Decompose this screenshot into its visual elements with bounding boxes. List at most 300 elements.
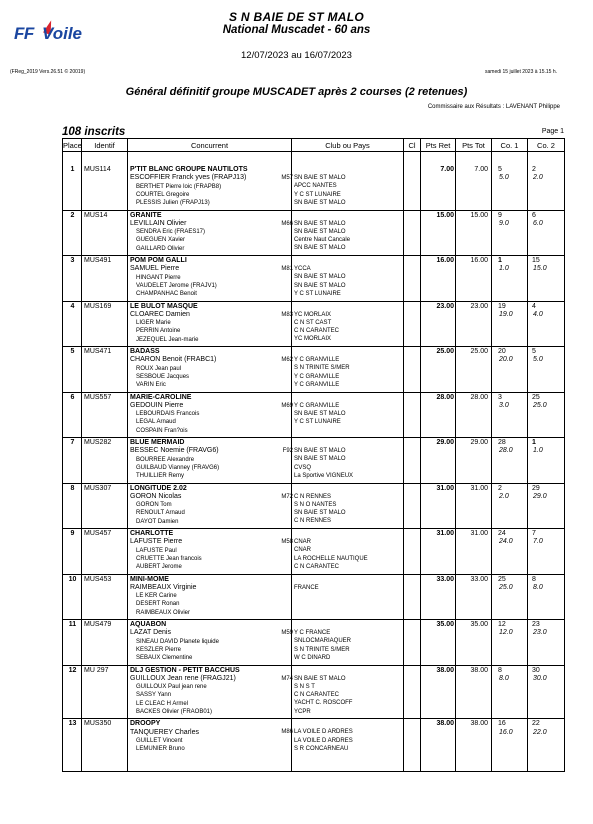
club-cell <box>294 439 402 480</box>
boat-name: POM POM GALLI <box>130 257 187 264</box>
course-1-points: 16.0 <box>499 728 513 736</box>
club-name: YCCA <box>294 266 311 272</box>
sail-number: MUS479 <box>84 621 112 628</box>
course-2-cell <box>532 439 560 456</box>
club-name: Centre Naut Cancale <box>294 237 351 244</box>
result-row <box>63 485 564 527</box>
result-row <box>63 257 564 299</box>
club-name: Y C GRANVILLE <box>294 373 340 380</box>
boat-name: DLJ GESTION - PETIT BACCHUS <box>130 666 240 674</box>
course-2-rank: 2 <box>532 166 536 173</box>
boat-name: LE BULOT MASQUE <box>130 302 198 310</box>
course-1-points: 12.0 <box>499 629 513 637</box>
crew-member: COURTEL Gregoire <box>136 191 190 198</box>
concurrent-cell <box>130 257 288 298</box>
course-1-points: 1.0 <box>499 265 509 273</box>
course-1-cell <box>498 720 526 737</box>
club-cell <box>294 576 402 592</box>
sail-number: MUS491 <box>84 257 112 264</box>
skipper-name: CLOAREC Damien <box>130 310 190 318</box>
course-1-rank: 12 <box>498 621 506 628</box>
club-cell <box>294 621 402 662</box>
crew-member: BOURREE Alexandre <box>136 456 195 463</box>
results-title: Général définitif groupe MUSCADET après 2 courses (2 retenues) <box>125 86 468 98</box>
pts-tot: 33.00 <box>470 575 488 583</box>
pts-ret: 28.00 <box>436 393 454 401</box>
boat-name: LONGITUDE 2.02 <box>130 484 187 492</box>
course-1-cell <box>498 576 526 593</box>
pts-tot: 23.00 <box>470 302 488 310</box>
crew-member: ROUX Jean paul <box>136 365 182 372</box>
club-name: SN BAIE ST MALO <box>294 410 346 417</box>
sail-number: MUS453 <box>84 575 112 583</box>
course-1-cell <box>498 166 526 183</box>
concurrent-cell <box>130 576 288 617</box>
concurrent-cell <box>130 530 288 571</box>
header-divider <box>63 151 564 152</box>
page-number: Page 1 <box>541 128 564 135</box>
course-2-cell <box>532 720 560 737</box>
club-name: S N O NANTES <box>294 501 337 508</box>
club-cell <box>294 667 402 716</box>
crew-member: LEGAL Arnaud <box>136 419 176 426</box>
skipper-name: LEVILLAIN Olivier <box>130 219 187 227</box>
course-2-rank: 25 <box>532 393 540 401</box>
boat-name: MINI-MOME <box>130 575 169 583</box>
place-cell: 5 <box>70 348 75 355</box>
course-2-cell <box>532 621 560 638</box>
course-2-cell <box>532 212 560 229</box>
boat-name: MARIE-CAROLINE <box>130 393 192 401</box>
crew-member: LIGER Marie <box>136 320 171 327</box>
pts-ret: 16.00 <box>436 257 454 264</box>
sail-number: MUS457 <box>84 530 112 537</box>
boat-name: CHARLOTTE <box>130 530 174 537</box>
club-name: C N ST CAST <box>294 319 332 326</box>
crew-member: LEMUNIER Bruno <box>136 746 185 753</box>
result-row <box>63 303 564 345</box>
crew-member: GUILBAUD Vianney (FRAVG6) <box>136 464 220 471</box>
club-name: SN BAIE ST MALO <box>294 199 346 206</box>
col-header-cl: Cl <box>408 141 416 150</box>
club-cell <box>294 720 402 753</box>
course-1-cell <box>498 621 526 638</box>
crew-member: PERRIN Antoine <box>136 328 181 335</box>
boat-name: P'TIT BLANC GROUPE NAUTILOTS <box>130 166 248 173</box>
pts-ret: 38.00 <box>436 666 454 674</box>
category-code: M86 <box>281 729 293 736</box>
boat-name: AQUABON <box>130 621 167 628</box>
crew-member: KESZLER Pierre <box>136 646 182 653</box>
club-name: Y C ST LUNAIRE <box>294 290 341 297</box>
club-name: S N TRINITE S/MER <box>294 646 350 653</box>
boat-name: BLUE MERMAID <box>130 439 185 446</box>
place-cell: 3 <box>70 257 75 264</box>
course-1-rank: 5 <box>498 166 502 173</box>
category-code: M72 <box>281 493 293 500</box>
crew-member: GUILLOUX Paul jean rene <box>136 684 207 691</box>
col-header-ident: Identif <box>94 141 115 150</box>
col-header-concurrent: Concurrent <box>190 141 229 150</box>
row-divider <box>63 528 564 529</box>
course-2-points: 15.0 <box>533 265 547 273</box>
boat-name: DROOPY <box>130 720 161 728</box>
crew-member: SINEAU DAVID Planete liquide <box>136 638 219 645</box>
club-name: SN BAIE ST MALO <box>294 448 346 454</box>
pts-tot: 38.00 <box>470 666 488 674</box>
skipper-name: TANQUEREY Charles <box>130 728 199 736</box>
club-name: Y C GRANVILLE <box>294 357 340 363</box>
crew-member: COSPAIN Fran?ois <box>136 427 188 434</box>
category-code: M69 <box>281 402 293 409</box>
course-2-cell <box>532 530 560 547</box>
club-name: CNAR <box>294 547 312 554</box>
course-1-points: 5.0 <box>499 174 509 182</box>
place-cell: 8 <box>70 484 75 492</box>
course-1-rank: 3 <box>498 393 502 401</box>
print-date: samedi 15 juillet 2023 à 15.15 h. <box>485 69 557 75</box>
skipper-name: ESCOFFIER Franck yves (FRAPJ13) <box>130 174 247 182</box>
category-code: F92 <box>282 448 293 454</box>
concurrent-cell <box>130 439 288 480</box>
course-1-cell <box>498 303 526 320</box>
concurrent-cell <box>130 348 288 389</box>
club-name: FRANCE <box>294 584 319 591</box>
event-title: National Muscadet - 60 ans <box>222 24 371 36</box>
concurrent-cell <box>130 485 288 526</box>
skipper-name: SAMUEL Pierre <box>130 265 180 273</box>
sail-number: MUS169 <box>84 302 112 310</box>
course-2-cell <box>532 485 560 502</box>
commissaire: Commissaire aux Résultats : LAVENANT Philippe <box>427 104 560 110</box>
course-1-cell <box>498 667 526 684</box>
course-2-points: 2.0 <box>533 174 543 182</box>
course-1-cell <box>498 348 526 365</box>
club-name: YC MORLAIX <box>294 311 332 318</box>
pts-ret: 15.00 <box>436 211 454 219</box>
club-name: SN BAIE ST MALO <box>294 228 346 235</box>
pts-ret: 23.00 <box>436 302 454 310</box>
row-divider <box>63 255 564 256</box>
club-name: SN BAIE ST MALO <box>294 220 346 227</box>
course-1-points: 28.0 <box>499 447 513 455</box>
row-divider <box>63 392 564 393</box>
course-1-cell <box>498 394 526 411</box>
course-1-points: 3.0 <box>499 401 509 409</box>
club-name: Y C FRANCE <box>294 630 331 636</box>
pts-ret: 29.00 <box>436 439 454 446</box>
sail-number: MUS557 <box>84 393 112 401</box>
club-cell <box>294 485 402 526</box>
category-code: M66 <box>281 220 293 227</box>
course-2-points: 6.0 <box>533 219 543 227</box>
crew-member: LE CLEAC H Armel <box>136 700 189 707</box>
course-1-cell <box>498 439 526 456</box>
club-name: C N RENNES <box>294 518 332 525</box>
pts-ret: 35.00 <box>436 621 454 628</box>
row-divider <box>63 301 564 302</box>
course-2-points: 25.0 <box>533 401 547 409</box>
pts-tot: 25.00 <box>470 348 488 355</box>
club-name: S R CONCARNEAU <box>294 745 349 752</box>
pts-ret: 38.00 <box>436 720 454 728</box>
row-divider <box>63 437 564 438</box>
event-dates: 12/07/2023 au 16/07/2023 <box>241 50 352 61</box>
club-name: Y C ST LUNAIRE <box>294 419 341 426</box>
concurrent-cell <box>130 394 288 435</box>
club-name: YC MORLAIX <box>294 336 332 343</box>
club-name: CNAR <box>294 539 312 545</box>
course-1-rank: 9 <box>498 211 502 219</box>
pts-tot: 31.00 <box>470 530 488 537</box>
course-2-cell <box>532 394 560 411</box>
result-row <box>63 621 564 663</box>
crew-member: CRUETTE Jean francois <box>136 555 202 562</box>
course-2-cell <box>532 303 560 320</box>
club-cell <box>294 303 402 344</box>
crew-member: LEBOURDAIS Francois <box>136 411 200 418</box>
skipper-name: CHARON Benoit (FRABC1) <box>130 356 217 364</box>
crew-member: LAFUSTE Paul <box>136 547 177 554</box>
crew-member: DESERT Ronan <box>136 601 180 608</box>
club-name: YACHT C. ROSCOFF <box>294 700 353 707</box>
concurrent-cell <box>130 621 288 662</box>
boat-name: BADASS <box>130 348 160 355</box>
course-2-rank: 30 <box>532 666 540 674</box>
club-cell <box>294 212 402 253</box>
crew-member: LE KER Carine <box>136 593 177 600</box>
club-name: Y C GRANVILLE <box>294 381 340 388</box>
result-row <box>63 720 564 753</box>
col-header-course-2: Co. 2 <box>537 141 555 150</box>
course-1-rank: 25 <box>498 575 506 583</box>
club-name: S N TRINITE S/MER <box>294 365 350 372</box>
club-name: C N CARANTEC <box>294 328 340 335</box>
pts-ret: 33.00 <box>436 575 454 583</box>
course-2-rank: 23 <box>532 621 540 628</box>
crew-member: GORON Tom <box>136 502 172 509</box>
course-2-points: 1.0 <box>533 447 543 455</box>
course-2-rank: 1 <box>532 439 536 446</box>
club-name: APCC NANTES <box>294 183 337 190</box>
course-1-cell <box>498 485 526 502</box>
pts-tot: 35.00 <box>470 621 488 628</box>
concurrent-cell <box>130 720 288 753</box>
course-2-rank: 22 <box>532 720 540 728</box>
club-name: LA ROCHELLE NAUTIQUE <box>294 555 368 562</box>
course-1-rank: 28 <box>498 439 506 446</box>
course-2-points: 8.0 <box>533 583 543 591</box>
course-1-rank: 16 <box>498 720 506 728</box>
sail-number: MUS350 <box>84 720 112 728</box>
skipper-name: LAZAT Denis <box>130 629 171 637</box>
pts-tot: 29.00 <box>470 439 488 446</box>
category-code: M62 <box>281 357 293 363</box>
row-divider <box>63 718 564 719</box>
crew-member: AUBERT Jerome <box>136 564 182 571</box>
skipper-name: GEDOUIN Pierre <box>130 401 184 409</box>
course-1-points: 9.0 <box>499 219 509 227</box>
pts-ret: 31.00 <box>436 530 454 537</box>
crew-member: BACKES Olivier (FRAOB01) <box>136 708 213 715</box>
course-2-cell <box>532 667 560 684</box>
crew-member: VAUDELET Jerome (FRAJV1) <box>136 282 217 289</box>
club-name: SN BAIE ST MALO <box>294 245 346 252</box>
row-divider <box>63 665 564 666</box>
sail-number: MUS114 <box>84 166 111 173</box>
row-divider <box>63 483 564 484</box>
course-2-points: 5.0 <box>533 356 543 364</box>
sail-number: MU 297 <box>84 666 109 674</box>
course-1-rank: 24 <box>498 530 506 537</box>
course-1-rank: 19 <box>498 302 506 310</box>
result-row <box>63 212 564 254</box>
software-version: (FReg_2019 Vers.26.51 © 20019) <box>10 69 86 75</box>
crew-member: SESBOUE Jacques <box>136 373 190 380</box>
course-2-rank: 8 <box>532 575 536 583</box>
place-cell: 9 <box>70 530 75 537</box>
category-code: M59 <box>281 630 293 636</box>
crew-member: VARIN Eric <box>136 382 166 389</box>
concurrent-cell <box>130 667 288 717</box>
club-name: LA VOILE D ARDRES <box>294 737 353 744</box>
category-code: M81 <box>281 266 293 272</box>
club-name: SN BAIE ST MALO <box>294 456 346 463</box>
club-name: La Sportive VIGNEUX <box>294 472 354 479</box>
club-name: C N CARANTEC <box>294 563 340 570</box>
sail-number: MUS307 <box>84 484 112 492</box>
crew-member: BERTHET Pierre loic (FRAPB8) <box>136 183 222 190</box>
skipper-name: GUILLOUX Jean rene (FRAGJ21) <box>130 674 236 682</box>
skipper-name: RAIMBEAUX Virginie <box>130 583 197 591</box>
place-cell: 6 <box>70 393 75 401</box>
crew-member: PLESSIS Julien (FRAPJ13) <box>136 200 210 207</box>
place-cell: 13 <box>68 720 77 728</box>
club-name: SNLOCMARIAQUER <box>294 638 352 645</box>
crew-member: RAIMBEAUX Olivier <box>136 609 191 616</box>
result-row <box>63 576 564 618</box>
col-header-place: Place <box>63 141 82 150</box>
place-cell: 7 <box>70 439 75 446</box>
results-table <box>62 138 565 772</box>
crew-member: GUILLET Vincent <box>136 737 183 744</box>
pts-tot: 31.00 <box>470 484 488 492</box>
club-name: S N S T <box>294 683 315 690</box>
course-2-cell <box>532 257 560 274</box>
course-2-cell <box>532 576 560 593</box>
result-row <box>63 667 564 717</box>
course-2-rank: 29 <box>532 484 540 492</box>
result-row <box>63 394 564 436</box>
course-2-rank: 7 <box>532 530 536 537</box>
col-header-pts-tot: Pts Tot <box>462 141 485 150</box>
place-cell: 10 <box>68 575 77 583</box>
sail-number: MUS471 <box>84 348 112 355</box>
place-cell: 11 <box>68 621 77 628</box>
concurrent-cell <box>130 303 288 344</box>
course-2-rank: 6 <box>532 211 536 219</box>
course-2-rank: 15 <box>532 257 540 264</box>
course-1-points: 25.0 <box>499 583 513 591</box>
club-name: Y C ST LUNAIRE <box>294 191 341 198</box>
boat-name: GRANITE <box>130 211 162 219</box>
pts-tot: 38.00 <box>470 720 488 728</box>
crew-member: RENOULT Arnaud <box>136 510 185 517</box>
course-1-points: 24.0 <box>499 538 513 546</box>
club-name: SN BAIE ST MALO <box>294 282 346 289</box>
club-name: SN BAIE ST MALO <box>294 510 346 517</box>
course-1-points: 2.0 <box>499 492 509 500</box>
club-title: S N BAIE DE ST MALO <box>228 10 365 24</box>
course-1-rank: 2 <box>498 484 502 492</box>
course-1-points: 19.0 <box>499 310 513 318</box>
crew-member: THUILLIER Remy <box>136 473 185 480</box>
club-name: W C DINARD <box>294 654 331 661</box>
club-cell <box>294 394 402 427</box>
pts-tot: 16.00 <box>470 257 488 264</box>
club-cell <box>294 348 402 389</box>
crew-member: SEBAUX Clementine <box>136 655 193 662</box>
course-2-points: 22.0 <box>533 728 547 736</box>
course-2-rank: 5 <box>532 348 536 355</box>
logo-ff-text: FF <box>14 24 34 43</box>
club-name: C N RENNES <box>294 493 332 500</box>
club-name: YCPR <box>294 708 311 715</box>
course-2-rank: 4 <box>532 302 536 310</box>
course-2-cell <box>532 348 560 365</box>
col-header-pts-ret: Pts Ret <box>425 141 451 150</box>
pts-tot: 15.00 <box>470 211 488 219</box>
skipper-name: GORON Nicolas <box>130 492 182 500</box>
course-2-points: 29.0 <box>533 492 547 500</box>
crew-member: DAYOT Damien <box>136 518 179 525</box>
col-header-course-1: Co. 1 <box>500 141 519 150</box>
place-cell: 2 <box>70 211 75 219</box>
crew-member: CHAMPANHAC Benoit <box>136 291 197 298</box>
club-name: Y C GRANVILLE <box>294 402 340 409</box>
club-cell <box>294 166 402 207</box>
pts-ret: 7.00 <box>440 166 454 173</box>
category-code: M74 <box>281 675 293 682</box>
course-1-rank: 1 <box>498 257 502 264</box>
pts-ret: 31.00 <box>436 484 454 492</box>
row-divider <box>63 210 564 211</box>
course-2-points: 7.0 <box>533 538 543 546</box>
pts-ret: 25.00 <box>436 348 454 355</box>
result-row <box>63 166 564 208</box>
place-cell: 4 <box>70 302 75 310</box>
sail-number: MUS282 <box>84 439 112 446</box>
col-header-club: Club ou Pays <box>325 141 370 150</box>
course-2-points: 4.0 <box>533 310 543 318</box>
club-name: SN BAIE ST MALO <box>294 274 346 281</box>
pts-tot: 28.00 <box>470 393 488 401</box>
place-cell: 1 <box>70 166 75 173</box>
entrant-count: 108 inscrits <box>62 126 126 138</box>
course-2-cell <box>532 166 560 183</box>
club-name: C N CARANTEC <box>294 692 340 699</box>
club-name: CVSQ <box>294 464 312 471</box>
course-2-points: 23.0 <box>533 629 547 637</box>
crew-member: JEZEQUEL Jean-marie <box>136 336 199 343</box>
club-cell <box>294 257 402 298</box>
crew-member: HINGANT Pierre <box>136 274 181 281</box>
pts-tot: 7.00 <box>474 166 488 173</box>
crew-member: GAILLARD Olivier <box>136 245 185 252</box>
course-1-cell <box>498 530 526 547</box>
course-1-points: 8.0 <box>499 674 509 682</box>
row-divider <box>63 619 564 620</box>
